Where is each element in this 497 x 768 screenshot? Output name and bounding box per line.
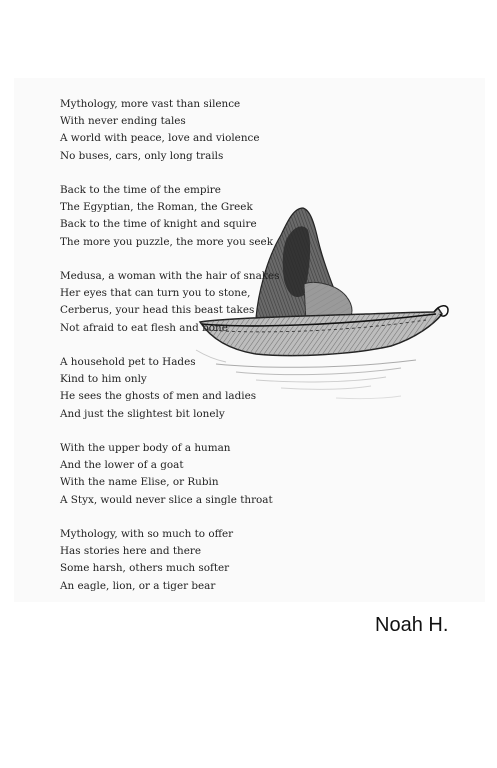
poem-line: He sees the ghosts of men and ladies	[60, 390, 257, 403]
poem-line: Some harsh, others much softer	[60, 562, 230, 575]
poem-line: Medusa, a woman with the hair of snakes	[60, 270, 280, 282]
poem-line: The Egyptian, the Roman, the Greek	[60, 201, 253, 214]
poem-line: The more you puzzle, the more you seek	[60, 235, 273, 248]
stanza	[60, 526, 300, 595]
poem-text	[60, 96, 300, 595]
poem-line: Cerberus, your head this beast takes	[60, 304, 255, 317]
stanza	[60, 96, 300, 165]
poem-line: Mythology, more vast than silence	[60, 98, 241, 110]
poem-line: Back to the time of the empire	[60, 184, 221, 196]
stanza	[60, 268, 300, 337]
stanza	[60, 354, 300, 423]
poem-line: An eagle, lion, or a tiger bear	[60, 579, 216, 592]
poem-line: Not afraid to eat flesh and bone	[60, 321, 228, 334]
poem-line: Kind to him only	[60, 373, 147, 386]
poem-line: And the lower of a goat	[60, 459, 184, 472]
poem-line: A household pet to Hades	[60, 356, 196, 368]
poem-line: With the upper body of a human	[60, 442, 231, 454]
stanza	[60, 182, 300, 251]
poem-line: Mythology, with so much to offer	[60, 528, 234, 540]
poem-line: With never ending tales	[60, 115, 186, 128]
poem-line: A Styx, would never slice a single throat	[60, 493, 273, 506]
poem-line: Her eyes that can turn you to stone,	[60, 287, 251, 300]
poem-line: No buses, cars, only long trails	[60, 149, 224, 162]
author-name: Noah H.	[375, 614, 449, 636]
poem-line: Has stories here and there	[60, 545, 201, 558]
poem-line: A world with peace, love and violence	[60, 132, 260, 145]
poem-line: And just the slightest bit lonely	[60, 407, 225, 420]
poem-line: With the name Elise, or Rubin	[60, 476, 219, 489]
stanza	[60, 440, 300, 509]
poem-line: Back to the time of knight and squire	[60, 218, 257, 231]
